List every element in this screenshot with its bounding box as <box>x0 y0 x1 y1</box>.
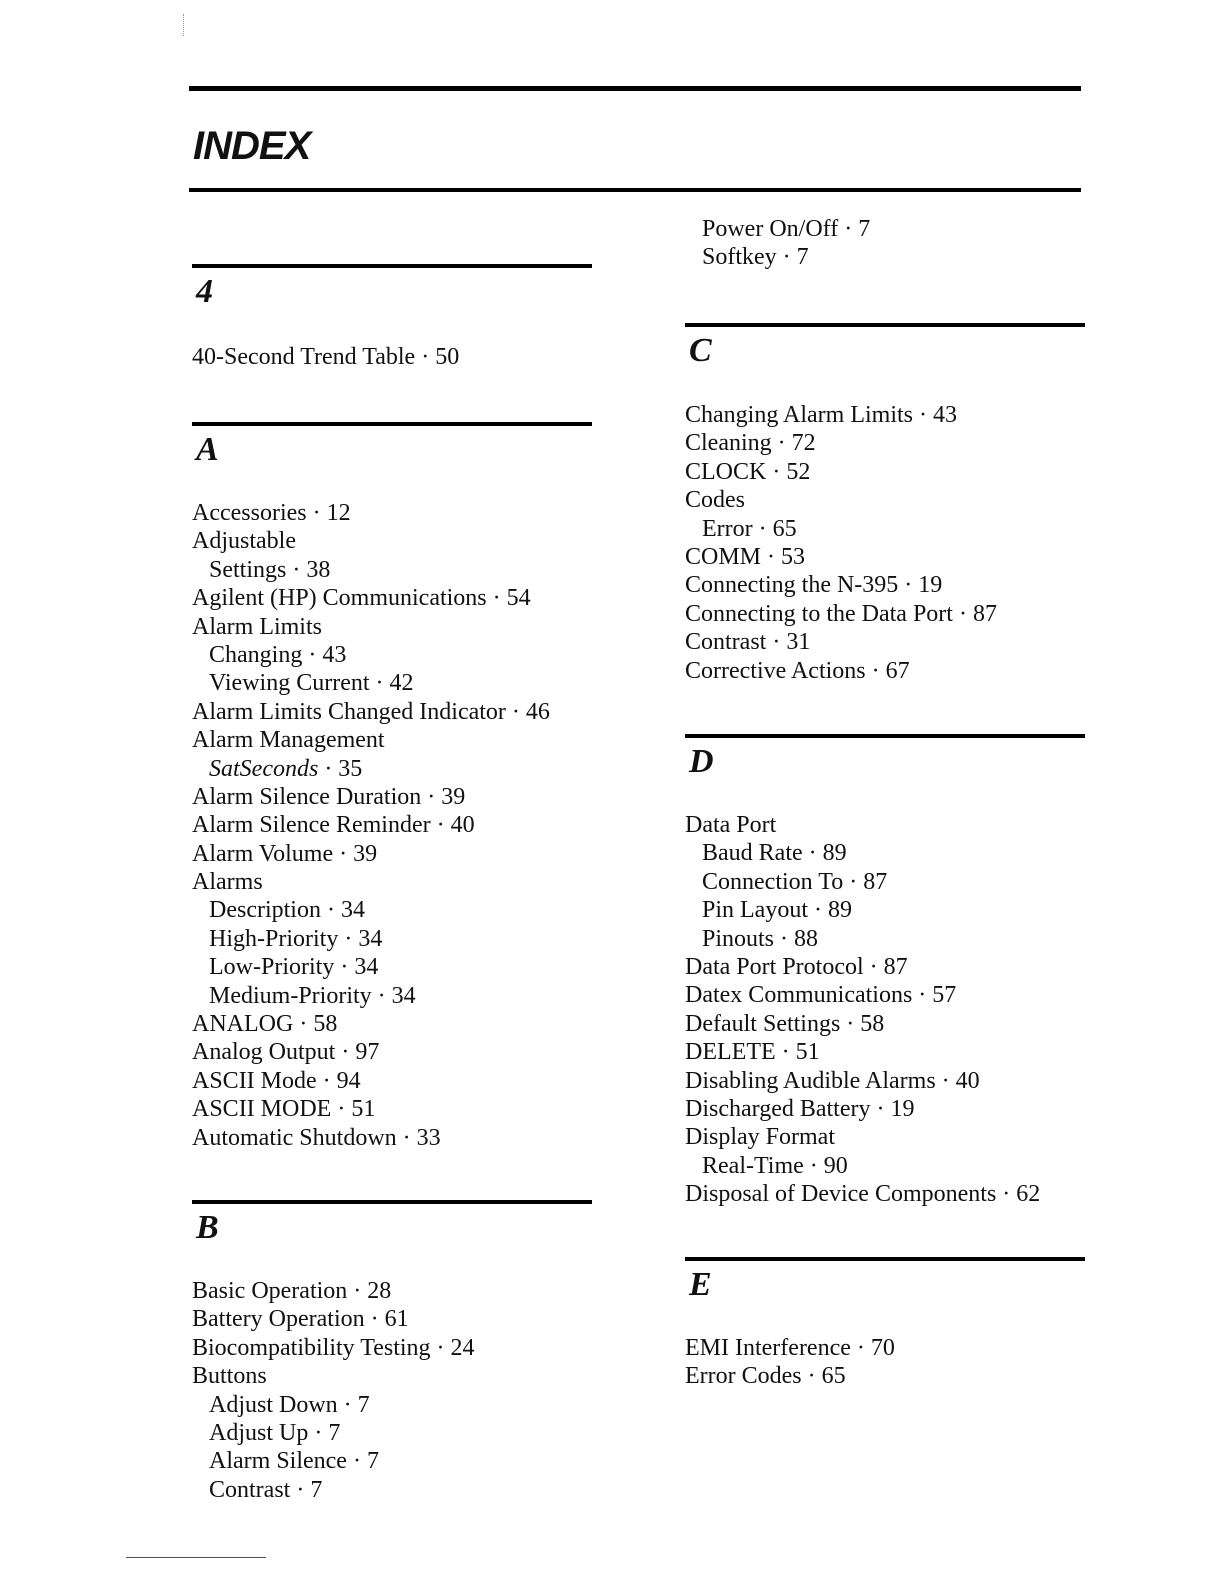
section-letter: D <box>689 743 714 780</box>
section-letter: 4 <box>196 273 213 310</box>
index-entry: Connecting the N-395 · 19 <box>685 572 943 599</box>
index-entry: DELETE · 51 <box>685 1039 820 1066</box>
index-subentry: Pin Layout · 89 <box>702 897 852 924</box>
index-subentry: Low-Priority · 34 <box>209 954 379 981</box>
index-entry: Analog Output · 97 <box>192 1039 380 1066</box>
section-letter: E <box>689 1266 712 1303</box>
index-entry: Corrective Actions · 67 <box>685 657 910 684</box>
index-entry: Data Port <box>685 812 777 838</box>
index-subentry: SatSeconds · 35 <box>209 755 363 782</box>
index-subentry: Baud Rate · 89 <box>702 840 847 867</box>
index-subentry: Adjust Down · 7 <box>209 1391 370 1418</box>
index-entry: Alarm Silence Duration · 39 <box>192 783 466 810</box>
entries-4 <box>192 343 612 371</box>
section-letter: C <box>689 332 712 369</box>
index-entry: Alarm Silence Reminder · 40 <box>192 812 475 839</box>
index-entry: Alarm Volume · 39 <box>192 840 378 867</box>
section-rule <box>192 264 592 268</box>
index-entry: 40-Second Trend Table · 50 <box>192 344 460 370</box>
section-rule <box>685 734 1085 738</box>
index-entry: ASCII MODE · 51 <box>192 1096 376 1123</box>
index-entry: Display Format <box>685 1124 835 1151</box>
index-subentry: Description · 34 <box>209 897 365 924</box>
entries-a <box>192 499 612 1152</box>
index-entry: Connecting to the Data Port · 87 <box>685 600 997 627</box>
index-entry: Biocompatibility Testing · 24 <box>192 1334 475 1361</box>
index-subentry: Settings · 38 <box>209 556 331 583</box>
index-subentry: Alarm Silence · 7 <box>209 1448 379 1475</box>
index-entry: Data Port Protocol · 87 <box>685 953 908 980</box>
index-subentry: Real-Time · 90 <box>702 1152 848 1179</box>
index-entry: Datex Communications · 57 <box>685 982 957 1009</box>
section-rule <box>192 1200 592 1204</box>
header-top-rule <box>189 86 1081 91</box>
section-rule <box>192 422 592 426</box>
index-section-a <box>192 422 592 470</box>
index-entry: Contrast · 31 <box>685 629 811 656</box>
index-entry: Buttons <box>192 1363 267 1390</box>
index-subentry: Power On/Off · 7 <box>702 216 871 242</box>
index-entry: Error Codes · 65 <box>685 1363 846 1390</box>
index-entry: Accessories · 12 <box>192 500 351 526</box>
entries-b-continued <box>685 215 1105 272</box>
entries-c <box>685 401 1105 685</box>
section-letter: A <box>196 431 219 468</box>
section-letter: B <box>196 1209 219 1246</box>
index-section-b <box>192 1200 592 1248</box>
index-entry: Codes <box>685 487 745 514</box>
index-subentry: Softkey · 7 <box>702 244 809 271</box>
index-subentry: Contrast · 7 <box>209 1476 323 1503</box>
section-rule <box>685 1257 1085 1261</box>
index-entry: Basic Operation · 28 <box>192 1278 392 1304</box>
scan-artifact <box>183 14 185 36</box>
index-subentry: Viewing Current · 42 <box>209 670 414 697</box>
header-bottom-rule <box>189 188 1081 192</box>
index-entry: Disposal of Device Components · 62 <box>685 1181 1041 1208</box>
index-entry: Disabling Audible Alarms · 40 <box>685 1067 980 1094</box>
index-entry: Agilent (HP) Communications · 54 <box>192 585 531 612</box>
index-entry: Alarm Management <box>192 727 385 754</box>
index-entry: Battery Operation · 61 <box>192 1306 409 1333</box>
index-subentry: Pinouts · 88 <box>702 925 819 952</box>
index-entry: Automatic Shutdown · 33 <box>192 1124 441 1151</box>
page-title: INDEX <box>193 124 311 168</box>
index-section-d <box>685 734 1085 782</box>
index-subentry: Connection To · 87 <box>702 868 888 895</box>
index-entry: Discharged Battery · 19 <box>685 1095 915 1122</box>
index-entry: ASCII Mode · 94 <box>192 1067 361 1094</box>
index-entry: EMI Interference · 70 <box>685 1335 895 1361</box>
index-subentry: Error · 65 <box>702 515 797 542</box>
index-entry: Alarms <box>192 869 263 896</box>
index-entry: COMM · 53 <box>685 543 806 570</box>
index-subentry: High-Priority · 34 <box>209 925 383 952</box>
index-section-4 <box>192 264 592 312</box>
index-entry: Cleaning · 72 <box>685 430 816 457</box>
entries-e <box>685 1334 1105 1391</box>
index-subentry: Adjust Up · 7 <box>209 1419 341 1446</box>
index-entry: Default Settings · 58 <box>685 1010 885 1037</box>
index-entry: CLOCK · 52 <box>685 458 811 485</box>
scan-edge-mark <box>126 1557 266 1558</box>
index-entry: Changing Alarm Limits · 43 <box>685 402 957 428</box>
index-section-c <box>685 323 1085 371</box>
index-entry: ANALOG · 58 <box>192 1011 338 1038</box>
index-entry: Alarm Limits <box>192 613 322 640</box>
index-entry: Adjustable <box>192 528 296 555</box>
entries-d <box>685 811 1105 1208</box>
index-subentry: Medium-Priority · 34 <box>209 982 416 1009</box>
index-subentry: Changing · 43 <box>209 641 347 668</box>
index-section-e <box>685 1257 1085 1305</box>
index-entry: Alarm Limits Changed Indicator · 46 <box>192 698 550 725</box>
section-rule <box>685 323 1085 327</box>
entries-b <box>192 1277 612 1504</box>
